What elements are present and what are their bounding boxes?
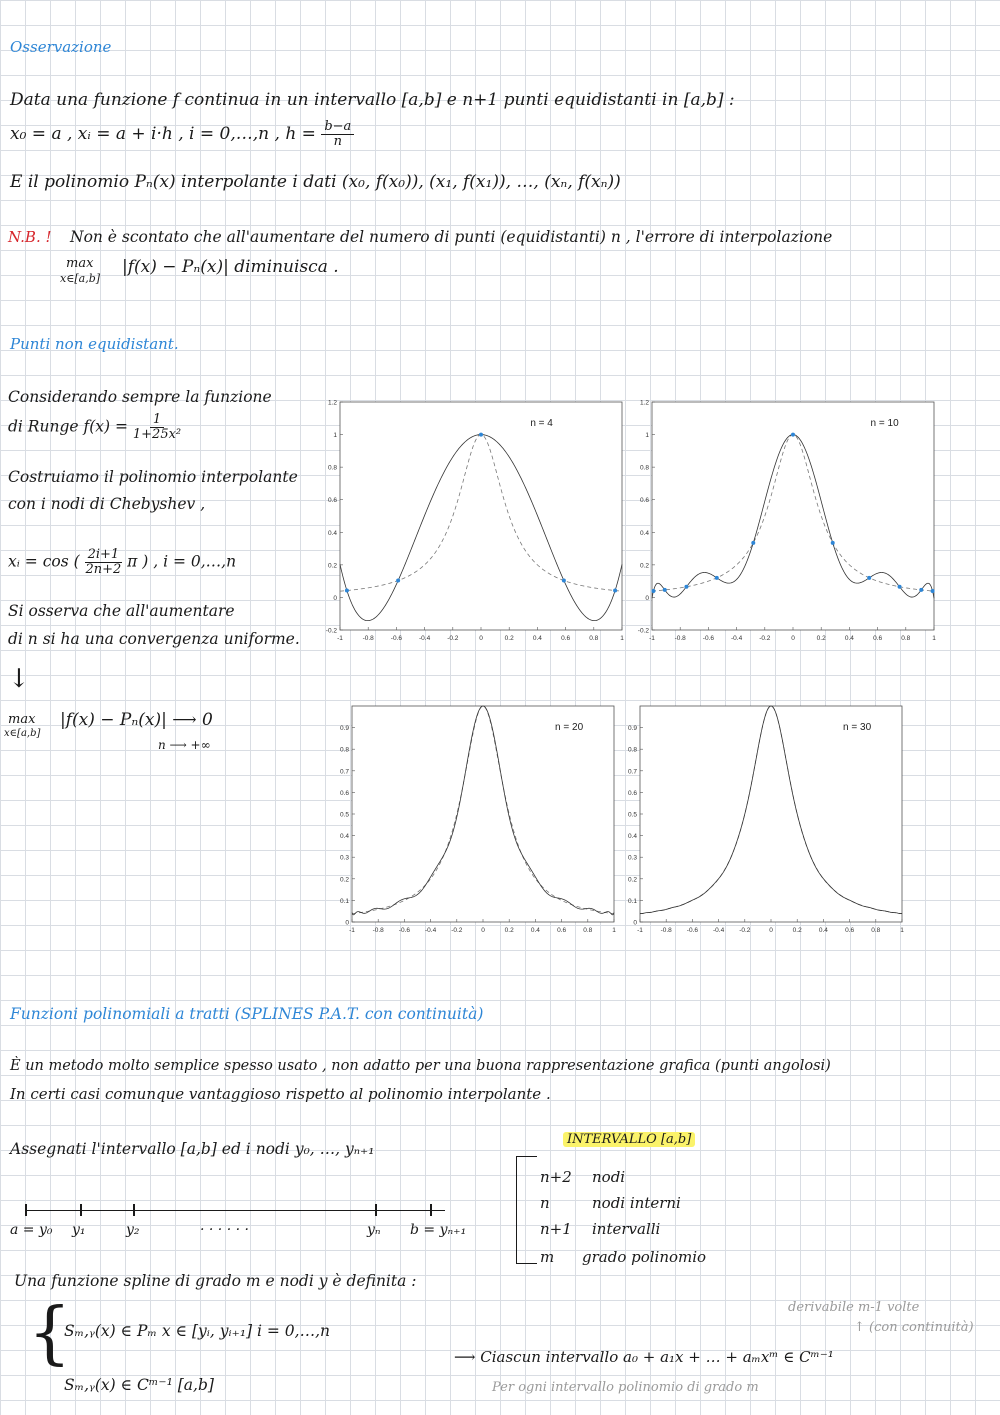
- y-tick-label: 0: [333, 594, 337, 602]
- node-point: [663, 588, 667, 592]
- nb-label: N.B. !: [8, 228, 52, 246]
- runge-text: di Runge f(x) =: [8, 417, 128, 436]
- section-title-osservazione: Osservazione: [10, 38, 112, 56]
- chart-n30: [618, 700, 908, 936]
- y-tick-label: 0.2: [627, 876, 637, 884]
- node-point: [931, 589, 935, 593]
- x-tick-label: 0.8: [583, 927, 593, 934]
- y-tick-label: 0.4: [627, 833, 637, 841]
- x-tick-label: -0.4: [712, 927, 725, 934]
- legend-value-0: nodi: [592, 1168, 626, 1186]
- x-tick-label: -0.8: [660, 927, 672, 934]
- y-tick-label: 0.1: [339, 897, 349, 905]
- y-tick-label: 0.6: [627, 789, 637, 797]
- x-tick-label: 0.8: [901, 635, 911, 642]
- y-tick-label: 0.1: [627, 897, 637, 905]
- y-tick-label: 0.4: [639, 529, 649, 537]
- cheb-formula-b: π ) , i = 0,…,n: [127, 552, 237, 571]
- node-point: [479, 433, 483, 437]
- axis-label-a: a = y₀: [10, 1222, 53, 1238]
- legend-key-2: n+1: [540, 1220, 572, 1238]
- x-tick-label: 0.8: [871, 927, 881, 934]
- node-point: [715, 576, 719, 580]
- obs-line-2: [10, 120, 354, 149]
- obs-line-1: Data una funzione f continua in un intervallo [a,b] e n+1 punti equidistanti in [a,b] :: [10, 90, 735, 110]
- tick-a: [25, 1204, 27, 1216]
- x-tick-label: -0.2: [739, 927, 751, 934]
- x-tick-label: -0.2: [759, 635, 771, 642]
- axis-label-dots: . . . . . .: [200, 1218, 249, 1234]
- x-tick-label: -0.2: [447, 635, 459, 642]
- system-brace: {: [28, 1294, 72, 1373]
- conv-line-1: Si osserva che all'aumentare: [8, 602, 235, 620]
- arrow-down-icon: ↓: [8, 664, 30, 694]
- y-tick-label: 0.3: [627, 854, 637, 862]
- axis-label-yn: yₙ: [367, 1222, 381, 1238]
- spline-line-2: In certi casi comunque vantaggioso rispetto al polinomio interpolante .: [10, 1085, 551, 1103]
- y-tick-label: 0.5: [339, 811, 349, 819]
- y-tick-label: -0.2: [325, 627, 337, 635]
- x-tick-label: -0.8: [372, 927, 384, 934]
- y-tick-label: 0.9: [339, 725, 349, 733]
- h-fraction: [321, 120, 354, 149]
- derivabile-note: derivabile m-1 volte: [788, 1300, 920, 1315]
- legend-key-1: n: [540, 1194, 550, 1212]
- obs-line-3: E il polinomio Pₙ(x) interpolante i dati (x₀, f(x₀)), (x₁, f(x₁)), …, (xₙ, f(xₙ)): [10, 172, 621, 192]
- x-tick-label: -1: [649, 635, 655, 642]
- cheb-num: 2i+1: [85, 548, 123, 563]
- continuita-note: ↑ (con continuità): [854, 1320, 974, 1335]
- x-tick-label: -1: [637, 927, 643, 934]
- chart-n10-svg: [630, 396, 940, 644]
- x-tick-label: -0.8: [674, 635, 686, 642]
- section-title-punti-non-equidistanti: Punti non equidistant.: [10, 335, 179, 353]
- runge-line-1: Considerando sempre la funzione: [8, 388, 272, 406]
- x-tick-label: 0.2: [504, 635, 514, 642]
- tick-y2: [133, 1204, 135, 1216]
- y-tick-label: 0.4: [339, 833, 349, 841]
- cheb-den: 2n+2: [85, 562, 122, 577]
- h-num: b−a: [321, 120, 354, 135]
- y-tick-label: 0: [645, 594, 649, 602]
- x-tick-label: -0.6: [686, 927, 699, 934]
- y-tick-label: 0.7: [339, 768, 349, 776]
- nb-line-2: |f(x) − Pₙ(x)| diminuisca .: [122, 257, 339, 277]
- y-tick-label: 0.2: [339, 876, 349, 884]
- y-tick-label: 0.9: [627, 725, 637, 733]
- ciascun-line: ⟶ Ciascun intervallo a₀ + a₁x + … + aₘxᵐ ∈ Cᵐ⁻¹: [454, 1348, 834, 1366]
- y-tick-label: -0.2: [637, 627, 649, 635]
- chart-n20-svg: [330, 700, 620, 936]
- node-point: [345, 589, 349, 593]
- chart-title: n = 30: [843, 722, 872, 733]
- spline-line-1: È un metodo molto semplice spesso usato , non adatto per una buona rappresentazione grafica (punti angolosi): [10, 1058, 831, 1074]
- conv-line-2: di n si ha una convergenza uniforme.: [8, 630, 300, 648]
- x-tick-label: 1: [932, 635, 936, 642]
- x-tick-label: 0.6: [845, 927, 855, 934]
- x-tick-label: 0.4: [530, 927, 540, 934]
- chart-title: n = 20: [555, 722, 584, 733]
- y-tick-label: 0.3: [339, 854, 349, 862]
- x-tick-label: -0.6: [702, 635, 715, 642]
- y-tick-label: 0.8: [339, 746, 349, 754]
- x-tick-label: -0.8: [362, 635, 374, 642]
- lim-max: max: [8, 712, 36, 727]
- x-tick-label: -1: [337, 635, 343, 642]
- tick-yn: [375, 1204, 377, 1216]
- x-tick-label: 0.2: [792, 927, 802, 934]
- cheb-fraction: [85, 548, 123, 577]
- x-tick-label: 0.8: [589, 635, 599, 642]
- x-tick-label: -0.4: [730, 635, 743, 642]
- x-tick-label: 0: [769, 927, 773, 934]
- node-point: [751, 541, 755, 545]
- legend-bracket: [516, 1156, 537, 1264]
- y-tick-label: 1: [645, 432, 649, 440]
- y-tick-label: 0.5: [627, 811, 637, 819]
- spline-condition-1: Sₘ,ᵧ(x) ∈ Pₘ x ∈ [yᵢ, yᵢ₊₁] i = 0,…,n: [64, 1322, 330, 1340]
- interval-title: [563, 1132, 695, 1147]
- plot-area: [352, 706, 614, 922]
- tick-y1: [80, 1204, 82, 1216]
- node-point: [396, 579, 400, 583]
- legend-key-3: m: [540, 1248, 555, 1266]
- y-tick-label: 1.2: [327, 399, 337, 407]
- h-den: n: [333, 134, 342, 149]
- node-point: [867, 576, 871, 580]
- spline-definition: Una funzione spline di grado m e nodi y è definita :: [14, 1272, 417, 1290]
- x-tick-label: 0: [791, 635, 795, 642]
- x-tick-label: 0.4: [844, 635, 854, 642]
- x-tick-label: 0.2: [504, 927, 514, 934]
- chart-n10: [630, 396, 940, 644]
- x-tick-label: 0: [479, 635, 483, 642]
- assegnati-line: Assegnati l'intervallo [a,b] ed i nodi y₀, …, yₙ₊₁: [10, 1140, 375, 1158]
- cheb-formula-a: xᵢ = cos (: [8, 552, 80, 571]
- x-tick-label: -0.2: [451, 927, 463, 934]
- y-tick-label: 0.2: [639, 562, 649, 570]
- runge-num: 1: [150, 413, 164, 428]
- spline-condition-2: Sₘ,ᵧ(x) ∈ Cᵐ⁻¹ [a,b]: [64, 1376, 214, 1394]
- lim-n: n ⟶ +∞: [158, 738, 211, 752]
- obs-line-2-text: x₀ = a , xᵢ = a + i·h , i = 0,…,n , h =: [10, 124, 316, 144]
- chart-n30-svg: [618, 700, 908, 936]
- y-tick-label: 0.4: [327, 529, 337, 537]
- runge-den: 1+25x²: [132, 427, 182, 442]
- x-tick-label: 0: [481, 927, 485, 934]
- y-tick-label: 0: [633, 919, 637, 927]
- y-tick-label: 0.8: [627, 746, 637, 754]
- lim-sub: x∈[a,b]: [4, 728, 41, 739]
- chart-n4: [318, 396, 628, 644]
- y-tick-label: 0.8: [639, 464, 649, 472]
- chart-title: n = 4: [530, 418, 553, 429]
- x-tick-label: 0.4: [532, 635, 542, 642]
- plot-area: [640, 706, 902, 922]
- x-tick-label: -0.4: [424, 927, 437, 934]
- cheb-formula: [8, 548, 236, 577]
- x-tick-label: 1: [612, 927, 616, 934]
- y-tick-label: 0.7: [627, 768, 637, 776]
- axis-label-y1: y₁: [72, 1222, 86, 1238]
- x-tick-label: -0.4: [418, 635, 431, 642]
- tick-b: [430, 1204, 432, 1216]
- legend-value-3: grado polinomio: [582, 1248, 707, 1266]
- lim-expression: |f(x) − Pₙ(x)| ⟶ 0: [60, 710, 213, 730]
- cheb-line-1: Costruiamo il polinomio interpolante: [8, 468, 298, 486]
- nodes-axis-line: [25, 1210, 445, 1211]
- nb-line-1: Non è scontato che all'aumentare del numero di punti (equidistanti) n , l'errore di interpolazione: [70, 228, 833, 246]
- axis-label-y2: y₂: [126, 1222, 140, 1238]
- x-tick-label: -0.6: [390, 635, 403, 642]
- axis-label-b: b = yₙ₊₁: [410, 1222, 467, 1238]
- y-tick-label: 0: [345, 919, 349, 927]
- x-tick-label: 0.4: [818, 927, 828, 934]
- nb-sub: x∈[a,b]: [60, 272, 101, 285]
- node-point: [684, 585, 688, 589]
- nb-max: max: [66, 256, 94, 271]
- node-point: [898, 585, 902, 589]
- x-tick-label: 1: [620, 635, 624, 642]
- interval-highlight: INTERVALLO [a,b]: [563, 1132, 695, 1147]
- y-tick-label: 0.8: [327, 464, 337, 472]
- runge-fraction: [133, 413, 181, 442]
- per-ogni-line: Per ogni intervallo polinomio di grado m: [492, 1380, 759, 1395]
- node-point: [831, 541, 835, 545]
- legend-key-0: n+2: [540, 1168, 572, 1186]
- chart-title: n = 10: [870, 418, 899, 429]
- node-point: [919, 588, 923, 592]
- node-point: [791, 433, 795, 437]
- node-point: [613, 589, 617, 593]
- node-point: [562, 579, 566, 583]
- x-tick-label: 0.6: [561, 635, 571, 642]
- legend-value-1: nodi interni: [592, 1194, 681, 1212]
- x-tick-label: 0.2: [816, 635, 826, 642]
- x-tick-label: 1: [900, 927, 904, 934]
- x-tick-label: 0.6: [873, 635, 883, 642]
- chart-n4-svg: [318, 396, 628, 644]
- y-tick-label: 0.6: [327, 497, 337, 505]
- cheb-line-2: con i nodi di Chebyshev ,: [8, 495, 206, 513]
- y-tick-label: 1.2: [639, 399, 649, 407]
- x-tick-label: 0.6: [557, 927, 567, 934]
- y-tick-label: 1: [333, 432, 337, 440]
- x-tick-label: -1: [349, 927, 355, 934]
- y-tick-label: 0.6: [639, 497, 649, 505]
- chart-n20: [330, 700, 620, 936]
- node-point: [651, 589, 655, 593]
- x-tick-label: -0.6: [398, 927, 411, 934]
- section-title-splines: Funzioni polinomiali a tratti (SPLINES P.A.T. con continuità): [10, 1005, 484, 1023]
- y-tick-label: 0.2: [327, 562, 337, 570]
- legend-value-2: intervalli: [592, 1220, 661, 1238]
- runge-line-2: [8, 413, 181, 442]
- y-tick-label: 0.6: [339, 789, 349, 797]
